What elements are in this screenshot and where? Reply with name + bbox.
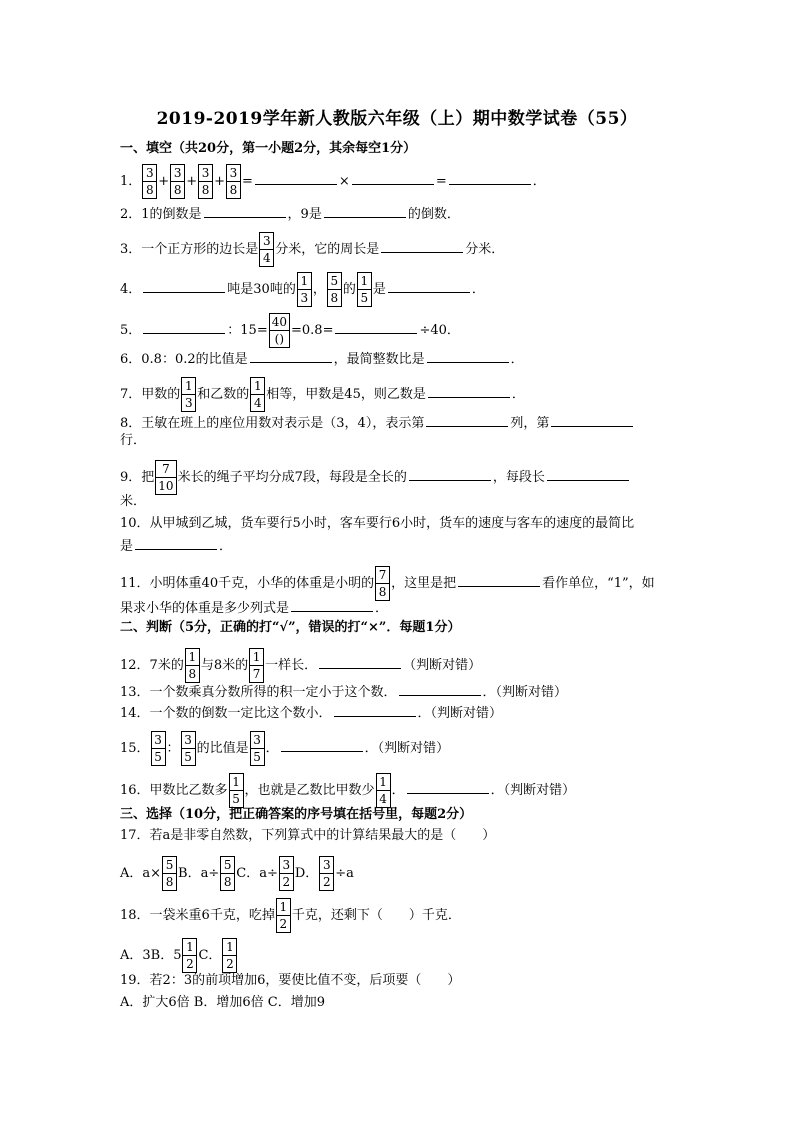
question-2: 2．1的倒数是 ，9是 的倒数． — [120, 203, 460, 224]
fraction: $\frac{3}{4}$ — [259, 232, 274, 267]
answer-blank[interactable] — [428, 383, 510, 398]
question-11-cont: 果求小华的体重是多少列式是 ． — [120, 597, 388, 618]
answer-blank[interactable] — [388, 278, 470, 293]
question-1: 1． $\frac{3}{8}$ + $\frac{3}{8}$ + $\frac{3}{8}$ + $\frac{3}{8}$ = × = ． — [120, 166, 546, 197]
answer-blank[interactable] — [291, 597, 373, 612]
answer-blank[interactable] — [143, 278, 225, 293]
fraction: $\frac{1}{4}$ — [376, 773, 391, 808]
question-6: 6．0.8：0.2的比值是 ，最简整数比是 ． — [120, 348, 524, 369]
question-9: 9．把 $\frac{7}{10}$ 米长的绳子平均分成7段，每段是全长的 ，每段长 — [120, 460, 631, 495]
fraction: $\frac{1}{7}$ — [249, 648, 264, 683]
fraction: $\frac{1}{3}$ — [297, 272, 312, 307]
question-19-options: A．扩大6倍 B．增加6倍 C．增加9 — [120, 995, 325, 1010]
section-1-heading: 一、填空（共20分，第一小题2分，其余每空1分） — [120, 141, 417, 156]
fraction: $\frac{3}{8}$ — [198, 164, 213, 199]
question-15: 15． $\frac{3}{5}$ ： $\frac{3}{5}$ 的比值是 $\frac{3}{5}$ ． ．（判断对错） — [120, 733, 450, 764]
answer-blank[interactable] — [250, 348, 332, 363]
question-17: 17．若a是非零自然数，下列算式中的计算结果最大的是（ ） — [120, 828, 496, 843]
question-9-cont: 米． — [120, 494, 147, 509]
answer-blank[interactable] — [409, 466, 491, 481]
answer-blank[interactable] — [426, 412, 508, 427]
fraction: $\frac{1}{2}$ — [222, 938, 237, 973]
question-13: 13．一个数乘真分数所得的积一定小于这个数． ．（判断对错） — [120, 681, 567, 702]
fraction: $\frac{1}{3}$ — [181, 377, 196, 412]
fraction: $\frac{3}{2}$ — [279, 856, 294, 891]
fraction: 40 () — [269, 313, 290, 348]
question-4: 4． 吨是30吨的 $\frac{1}{3}$ ， $\frac{5}{8}$ 的 $\frac{1}{5}$ 是 ． — [120, 274, 485, 305]
answer-blank[interactable] — [335, 319, 417, 334]
answer-blank[interactable] — [135, 535, 217, 550]
fraction: $\frac{1}{2}$ — [182, 938, 197, 973]
question-7: 7．甲数的 $\frac{1}{3}$ 和乙数的 $\frac{1}{4}$ 相等，甲数是45，则乙数是 ． — [120, 379, 525, 410]
fraction: $\frac{3}{5}$ — [151, 731, 166, 766]
answer-blank[interactable] — [255, 170, 337, 185]
answer-blank[interactable] — [458, 572, 540, 587]
question-19: 19．若2：3的前项增加6，要使比值不变，后项要（ ） — [120, 973, 461, 988]
answer-blank[interactable] — [143, 319, 225, 334]
question-10-cont: 是 ． — [120, 535, 232, 556]
answer-blank[interactable] — [381, 238, 463, 253]
answer-blank[interactable] — [427, 348, 509, 363]
question-11: 11．小明体重40千克，小华的体重是小明的 $\frac{7}{8}$ ，这里是把 看作单位，“1”，如 — [120, 568, 655, 599]
answer-blank[interactable] — [352, 170, 434, 185]
fraction: $\frac{1}{8}$ — [185, 648, 200, 683]
question-17-options: A．a× $\frac{5}{8}$ B．a÷ $\frac{5}{8}$ C．a÷ $\frac{3}{2}$ D． $\frac{3}{2}$ ÷a — [120, 858, 354, 889]
question-3: 3．一个正方形的边长是 $\frac{3}{4}$ 分米，它的周长是 分米． — [120, 234, 505, 265]
question-5: 5． ：15= 40 () =0.8= ÷40． — [120, 315, 460, 346]
fraction: $\frac{3}{5}$ — [181, 731, 196, 766]
page-title: 2019-2019学年新人教版六年级（上）期中数学试卷（55） — [156, 109, 638, 129]
fraction: $\frac{1}{5}$ — [357, 272, 372, 307]
fraction: $\frac{3}{8}$ — [142, 164, 157, 199]
question-10: 10．从甲城到乙城，货车要行5小时，客车要行6小时，货车的速度与客车的速度的最简比 — [120, 516, 635, 531]
answer-blank[interactable] — [399, 681, 481, 696]
answer-blank[interactable] — [324, 203, 406, 218]
answer-blank[interactable] — [281, 737, 363, 752]
fraction: $\frac{5}{8}$ — [162, 856, 177, 891]
answer-blank[interactable] — [547, 466, 629, 481]
question-14: 14．一个数的倒数一定比这个数小． ．（判断对错） — [120, 702, 502, 723]
question-8-cont: 行． — [120, 433, 147, 448]
fraction: $\frac{3}{8}$ — [170, 164, 185, 199]
question-18: 18．一袋米重6千克，吃掉 $\frac{1}{2}$ 千克，还剩下（ ）千克． — [120, 900, 461, 931]
answer-blank[interactable] — [551, 412, 633, 427]
question-16: 16．甲数比乙数多 $\frac{1}{5}$ ，也就是乙数比甲数少 $\frac{1}{4}$ ． ．（判断对错） — [120, 775, 576, 806]
answer-blank[interactable] — [204, 203, 286, 218]
fraction: $\frac{5}{8}$ — [220, 856, 235, 891]
answer-blank[interactable] — [334, 702, 416, 717]
fraction: $\frac{1}{2}$ — [276, 898, 291, 933]
answer-blank[interactable] — [407, 779, 489, 794]
fraction: $\frac{7}{10}$ — [155, 460, 176, 495]
fraction: $\frac{7}{8}$ — [375, 566, 390, 601]
answer-blank[interactable] — [319, 654, 401, 669]
fraction: $\frac{1}{5}$ — [229, 773, 244, 808]
question-12: 12．7米的 $\frac{1}{8}$ 与8米的 $\frac{1}{7}$ 一样长． （判断对错） — [120, 650, 482, 681]
question-8: 8．王敏在班上的座位用数对表示是（3，4），表示第 列，第 — [120, 412, 635, 433]
fraction: $\frac{3}{5}$ — [250, 731, 265, 766]
fraction: $\frac{3}{2}$ — [319, 856, 334, 891]
section-3-heading: 三、选择（10分，把正确答案的序号填在括号里，每题2分） — [120, 807, 473, 822]
question-18-options: A．3B．5 $\frac{1}{2}$ C． $\frac{1}{2}$ — [120, 938, 238, 973]
answer-blank[interactable] — [449, 170, 531, 185]
fraction: $\frac{3}{8}$ — [226, 164, 241, 199]
fraction: $\frac{5}{8}$ — [327, 272, 342, 307]
fraction: $\frac{1}{4}$ — [250, 377, 265, 412]
section-2-heading: 二、判断（5分，正确的打“√”，错误的打“×”．每题1分） — [120, 620, 461, 635]
